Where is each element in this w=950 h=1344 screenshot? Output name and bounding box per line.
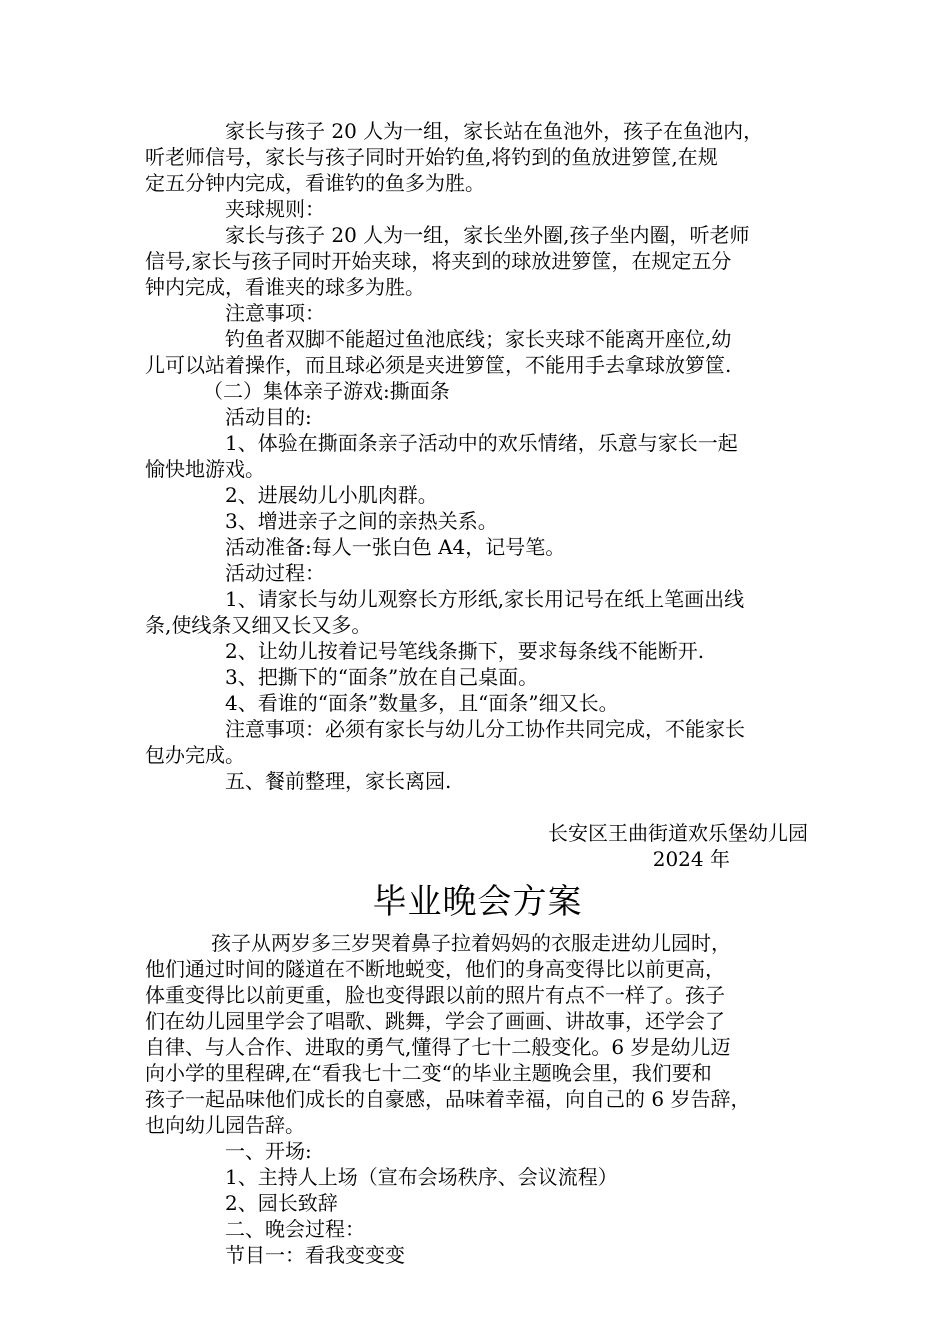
text-line: 活动过程： — [225, 561, 325, 585]
text-line: 1、体验在撕面条亲子活动中的欢乐情绪，乐意与家长一起 — [225, 431, 738, 455]
text-line: 注意事项：必须有家长与幼儿分工协作共同完成，不能家长 — [225, 717, 745, 741]
text-line: 包办完成。 — [145, 743, 245, 767]
text-line: 活动目的: — [225, 405, 312, 429]
text-line: 向小学的里程碑,在“看我七十二变“的毕业主题晚会里，我们要和 — [145, 1061, 712, 1085]
text-line: 1、请家长与幼儿观察长方形纸,家长用记号在纸上笔画出线 — [225, 587, 745, 611]
text-line: 信号,家长与孩子同时开始夹球，将夹到的球放进箩筐，在规定五分 — [145, 249, 732, 273]
text-line: 夹球规则： — [225, 197, 325, 221]
signature-year: 2024 年 — [652, 847, 730, 871]
text-line: 五、餐前整理，家长离园. — [225, 769, 452, 793]
text-line: 自律、与人合作、进取的勇气,懂得了七十二般变化。6 岁是幼儿迈 — [145, 1035, 731, 1059]
text-line: 注意事项： — [225, 301, 325, 325]
text-line: 体重变得比以前更重，脸也变得跟以前的照片有点不一样了。孩子 — [145, 983, 725, 1007]
text-line: 3、增进亲子之间的亲热关系。 — [225, 509, 498, 533]
text-line: 孩子从两岁多三岁哭着鼻子拉着妈妈的衣服走进幼儿园时， — [211, 931, 731, 955]
text-line: 钟内完成，看谁夹的球多为胜。 — [145, 275, 425, 299]
text-line: 条,使线条又细又长又多。 — [145, 613, 372, 637]
text-line: 二、晚会过程： — [225, 1217, 365, 1241]
text-line: 也向幼儿园告辞。 — [145, 1113, 305, 1137]
text-line: 儿可以站着操作，而且球必须是夹进箩筐，不能用手去拿球放箩筐. — [145, 353, 732, 377]
text-line: 活动准备:每人一张白色 A4，记号笔。 — [225, 535, 566, 559]
signature-block — [145, 820, 810, 872]
text-line: 孩子一起品味他们成长的自豪感，品味着幸福，向自己的 6 岁告辞， — [145, 1087, 751, 1111]
text-line: 家长与孩子 20 人为一组，家长坐外圈,孩子坐内圈，听老师 — [225, 223, 750, 247]
text-line: 愉快地游戏。 — [145, 457, 265, 481]
document-body — [145, 118, 810, 1268]
text-line: 家长与孩子 20 人为一组，家长站在鱼池外，孩子在鱼池内， — [225, 119, 764, 143]
text-line: 2、进展幼儿小肌肉群。 — [225, 483, 438, 507]
text-line: 听老师信号，家长与孩子同时开始钓鱼,将钓到的鱼放进箩筐,在规 — [145, 145, 718, 169]
text-line: 钓鱼者双脚不能超过鱼池底线；家长夹球不能离开座位,幼 — [225, 327, 732, 351]
text-line: 们在幼儿园里学会了唱歌、跳舞，学会了画画、讲故事，还学会了 — [145, 1009, 725, 1033]
text-line: 一、开场: — [225, 1139, 312, 1163]
text-line: 定五分钟内完成，看谁钓的鱼多为胜。 — [145, 171, 485, 195]
text-line: （二）集体亲子游戏:撕面条 — [203, 379, 450, 403]
text-line: 2、园长致辞 — [225, 1191, 338, 1215]
text-line: 节目一：看我变变变 — [225, 1243, 405, 1267]
section-parent-child-games — [145, 118, 810, 794]
text-line: 4、看谁的“面条”数量多，且“面条”细又长。 — [225, 691, 619, 715]
text-line: 1、主持人上场（宣布会场秩序、会议流程） — [225, 1165, 618, 1189]
text-line: 3、把撕下的“面条”放在自己桌面。 — [225, 665, 539, 689]
document-title: 毕业晚会方案 — [372, 882, 583, 922]
signature-organization: 长安区王曲街道欢乐堡幼儿园 — [548, 821, 808, 845]
text-line: 他们通过时间的隧道在不断地蜕变，他们的身高变得比以前更高， — [145, 957, 725, 981]
section-graduation-plan — [145, 930, 810, 1268]
text-line: 2、让幼儿按着记号笔线条撕下，要求每条线不能断开. — [225, 639, 705, 663]
